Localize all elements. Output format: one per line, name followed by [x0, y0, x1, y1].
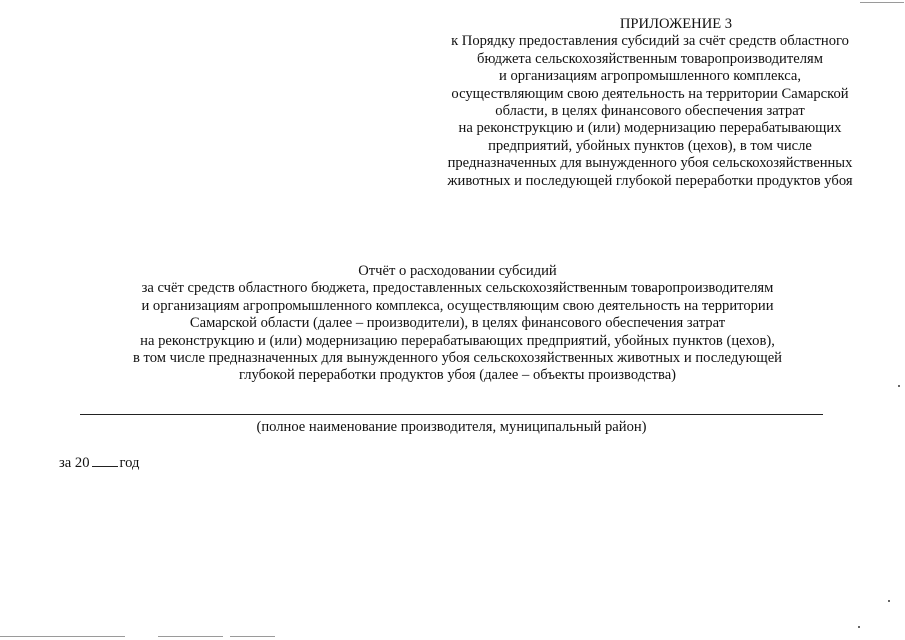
- producer-name-line: [80, 414, 823, 415]
- scan-mark-bottom-left: [0, 636, 125, 637]
- year-blank: [92, 453, 118, 467]
- scan-mark-bottom-center-2: [230, 636, 275, 637]
- appendix-line: осуществляющим свою деятельность на территории Самарской: [451, 85, 849, 102]
- scan-mark-top-right: [860, 2, 904, 3]
- report-line: и организациям агропромышленного комплекса, осуществляющим свою деятельность на территории: [141, 297, 774, 314]
- report-line: в том числе предназначенных для вынужденного убоя сельскохозяйственных животных и последующей: [133, 350, 782, 367]
- scan-dot-right: [898, 385, 900, 387]
- period-prefix: за 20: [59, 455, 90, 471]
- appendix-header: [425, 16, 875, 190]
- scan-mark-bottom-center: [158, 636, 223, 637]
- appendix-line: и организациям агропромышленного комплекса,: [499, 68, 801, 85]
- appendix-line: предназначенных для вынужденного убоя сельскохозяйственных: [447, 155, 853, 172]
- scan-dot-bottom-right: [888, 600, 890, 602]
- appendix-line: предприятий, убойных пунктов (цехов), в том числе: [488, 137, 812, 154]
- report-title-block: [60, 263, 855, 385]
- reporting-period: [59, 453, 139, 472]
- appendix-line: на реконструкцию и (или) модернизацию перерабатывающих: [458, 120, 842, 137]
- report-title: Отчёт о расходовании субсидий: [358, 263, 557, 279]
- scan-dot-bottom-right-2: [858, 626, 860, 628]
- report-line: Самарской области (далее – производители), в целях финансового обеспечения затрат: [189, 315, 726, 332]
- period-suffix: год: [119, 455, 140, 471]
- producer-caption: (полное наименование производителя, муниципальный район): [256, 419, 647, 435]
- report-line: глубокой переработки продуктов убоя (далее – объекты производства): [238, 367, 677, 384]
- report-line: на реконструкцию и (или) модернизацию перерабатывающих предприятий, убойных пунктов (цехов),: [140, 332, 775, 349]
- appendix-line: животных и последующей глубокой переработки продуктов убоя: [447, 172, 853, 189]
- appendix-line: области, в целях финансового обеспечения затрат: [495, 103, 805, 120]
- appendix-label: ПРИЛОЖЕНИЕ 3: [619, 16, 733, 32]
- appendix-line: к Порядку предоставления субсидий за счёт средств областного: [451, 33, 849, 50]
- report-line: за счёт средств областного бюджета, предоставленных сельскохозяйственным товаропроизводителям: [141, 280, 774, 297]
- appendix-line: бюджета сельскохозяйственным товаропроизводителям: [477, 50, 823, 67]
